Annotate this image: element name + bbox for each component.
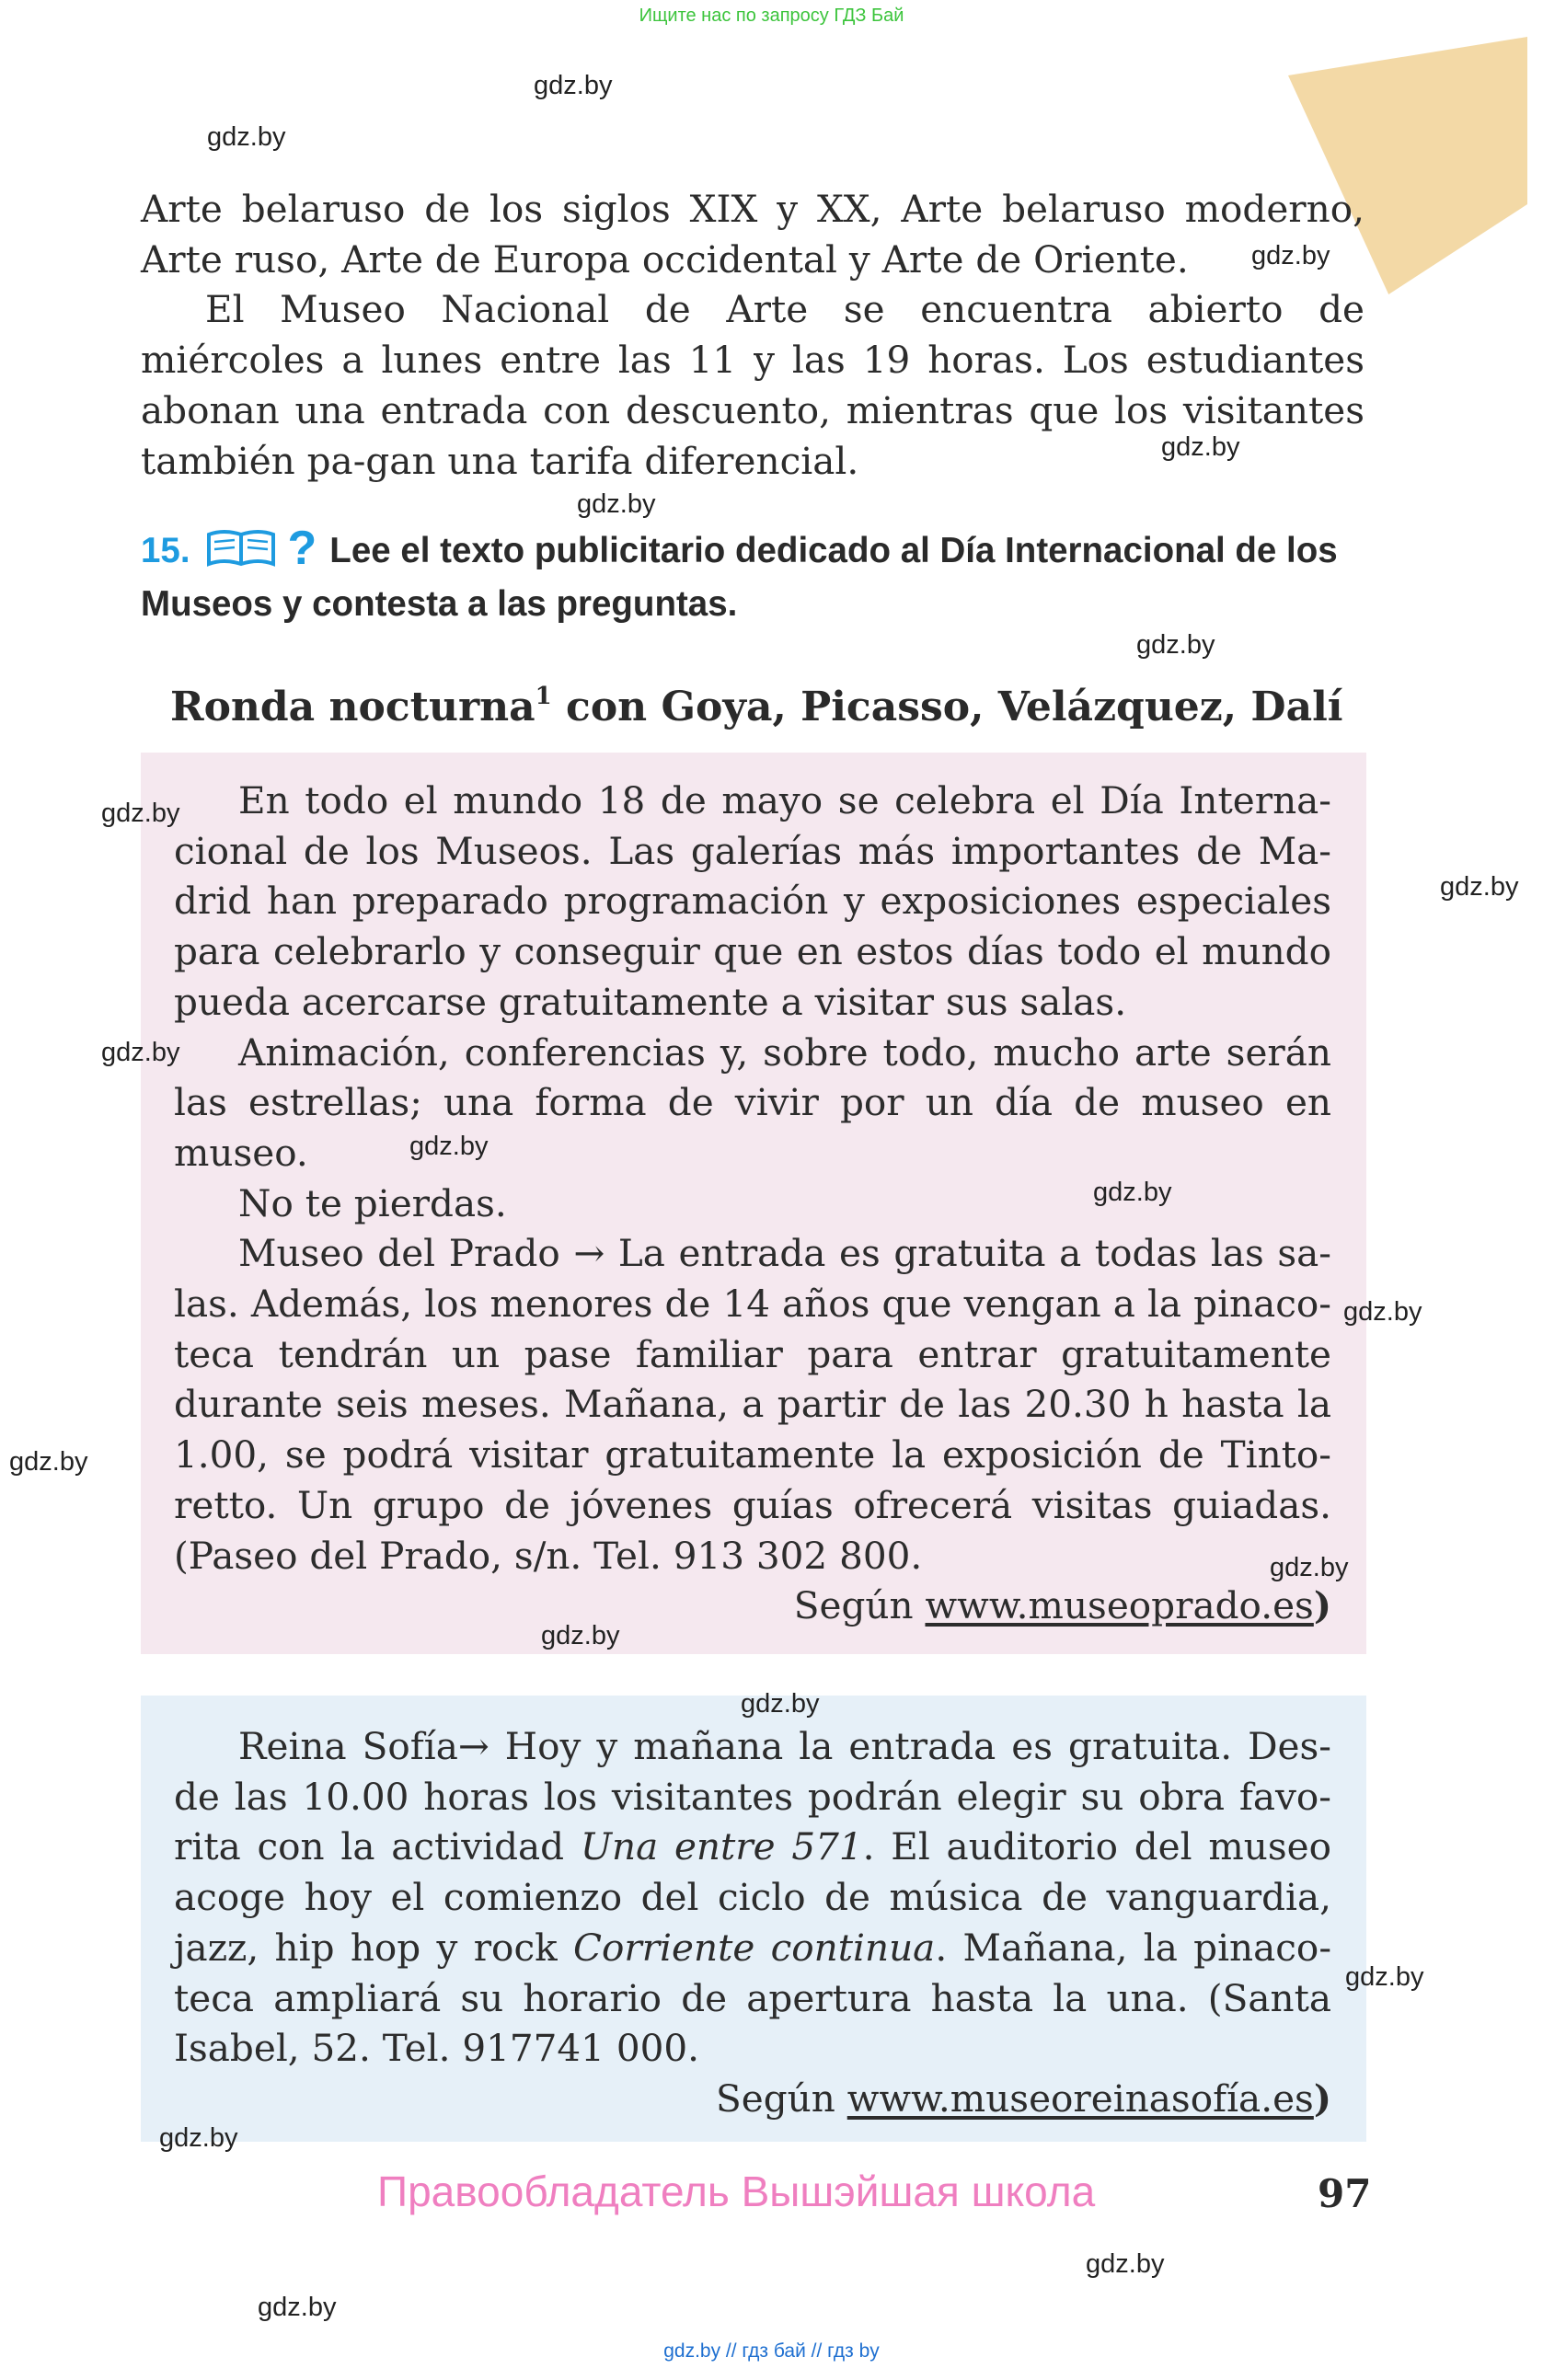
reina-sofia-source-prefix: Según	[716, 2075, 847, 2121]
heading-footnote: 1	[535, 683, 552, 710]
watermark: gdz.by	[207, 122, 286, 152]
task-text: Lee el texto publicitario dedicado al Día Internacional de los Museos y contesta a las preguntas.	[141, 531, 1338, 624]
prado-source-prefix: Según	[793, 1583, 926, 1628]
reina-sofia-activity: Una entre 571	[580, 1824, 863, 1869]
watermark: gdz.by	[1136, 630, 1215, 660]
watermark: gdz.by	[1440, 872, 1519, 902]
reina-sofia-text	[174, 1721, 1331, 2124]
reina-sofia-paragraph	[174, 1721, 1331, 2074]
heading-part-2: con Goya, Picasso, Velázquez, Dalí	[566, 684, 1343, 730]
prado-paragraph-2: Animación, conferencias y, sobre todo, mucho arte serán las estrellas; una forma de vivir por un día de museo en museo.	[174, 1029, 1331, 1175]
page-number: 97	[1318, 2171, 1372, 2216]
watermark: gdz.by	[541, 1621, 620, 1650]
reina-sofia-text-b: . El auditorio del museo acoge hoy el comienzo del ciclo de música de vanguardia, jazz, hip hop y rock	[174, 1824, 1331, 1970]
watermark: gdz.by	[1086, 2249, 1165, 2279]
reina-sofia-source	[174, 2074, 1331, 2124]
copyright-holder: Правообладатель Вышэйшая школа	[377, 2167, 1096, 2215]
watermark: gdz.by	[534, 71, 613, 100]
watermark: gdz.by	[1161, 432, 1240, 462]
task-number: 15.	[141, 531, 190, 570]
watermark: gdz.by	[1251, 241, 1330, 270]
intro-line-1: Arte belaruso de los siglos XIX y XX, Arte belaruso moderno,	[141, 187, 1365, 231]
reina-sofia-source-suffix: )	[1313, 2075, 1331, 2121]
reina-sofia-text-c: . Mañana, la pinaco-teca ampliará su horario de apertura hasta la una. (Santa Isabel, 52. Tel. 917741 000.	[174, 1925, 1331, 2071]
reina-sofia-cycle: Corriente continua	[572, 1925, 936, 1970]
task-15	[141, 524, 1374, 628]
intro-paragraph-2: El Museo Nacional de Arte se encuentra abierto de miércoles a lunes entre las 11 y las 19 horas. Los estudiantes abonan una entrada con descuento, mientras que los visitantes también pa-gan una tarifa diferencial.	[141, 287, 1365, 483]
watermark: gdz.by	[1093, 1178, 1172, 1207]
prado-source-suffix: )	[1313, 1583, 1331, 1628]
reina-sofia-text-a: Reina Sofía→ Hoy y mañana la entrada es gratuita. Des-de las 10.00 horas los visitantes podrán elegir su obra favo-rita con la actividad	[174, 1724, 1331, 1869]
reina-sofia-source-link[interactable]: www.museoreinasofía.es	[846, 2075, 1314, 2121]
question-icon: ?	[287, 522, 317, 575]
prado-paragraph-3: No te pierdas.	[238, 1180, 507, 1225]
heading-part-1: Ronda nocturna	[170, 684, 535, 730]
watermark: gdz.by	[101, 799, 180, 828]
watermark: gdz.by	[101, 1038, 180, 1067]
watermark: gdz.by	[159, 2123, 238, 2153]
prado-paragraph-4: Museo del Prado → La entrada es gratuita a todas las sa-las. Además, los menores de 14 años que vengan a la pinaco-teca tendrán un pase familiar para entrar gratuitamente durante seis meses. Mañana, a partir de las 20.30 h hasta la 1.00, se podrá visitar gratuitamente la exposición de Tinto-retto. Un grupo de jóvenes guías ofrecerá visitas guiadas. (Paseo del Prado, s/n. Tel. 913 302 800.	[174, 1231, 1331, 1578]
watermark: gdz.by	[409, 1132, 489, 1161]
bottom-links[interactable]: gdz.by // гдз бай // гдз by	[663, 2340, 880, 2362]
top-banner[interactable]: Ищите нас по запросу ГДЗ Бай	[639, 6, 904, 26]
watermark: gdz.by	[9, 1447, 88, 1477]
watermark: gdz.by	[1343, 1297, 1422, 1327]
watermark: gdz.by	[1270, 1553, 1349, 1582]
intro-line-2: Arte ruso, Arte de Europa occidental y Arte de Oriente.	[141, 236, 1189, 282]
prado-paragraph-1: En todo el mundo 18 de mayo se celebra el Día Interna-cional de los Museos. Las galerías más importantes de Ma-drid han preparado programación y exposiciones especiales para celebrarlo y conseguir que en estos días todo el mundo pueda acercarse gratuitamente a visitar sus salas.	[174, 778, 1331, 1024]
watermark: gdz.by	[741, 1689, 820, 1719]
watermark: gdz.by	[1345, 1962, 1424, 1992]
book-icon	[205, 527, 277, 581]
watermark: gdz.by	[258, 2293, 337, 2322]
watermark: gdz.by	[577, 489, 656, 519]
prado-source-link[interactable]: www.museoprado.es	[925, 1583, 1314, 1628]
prado-source	[174, 1581, 1331, 1631]
